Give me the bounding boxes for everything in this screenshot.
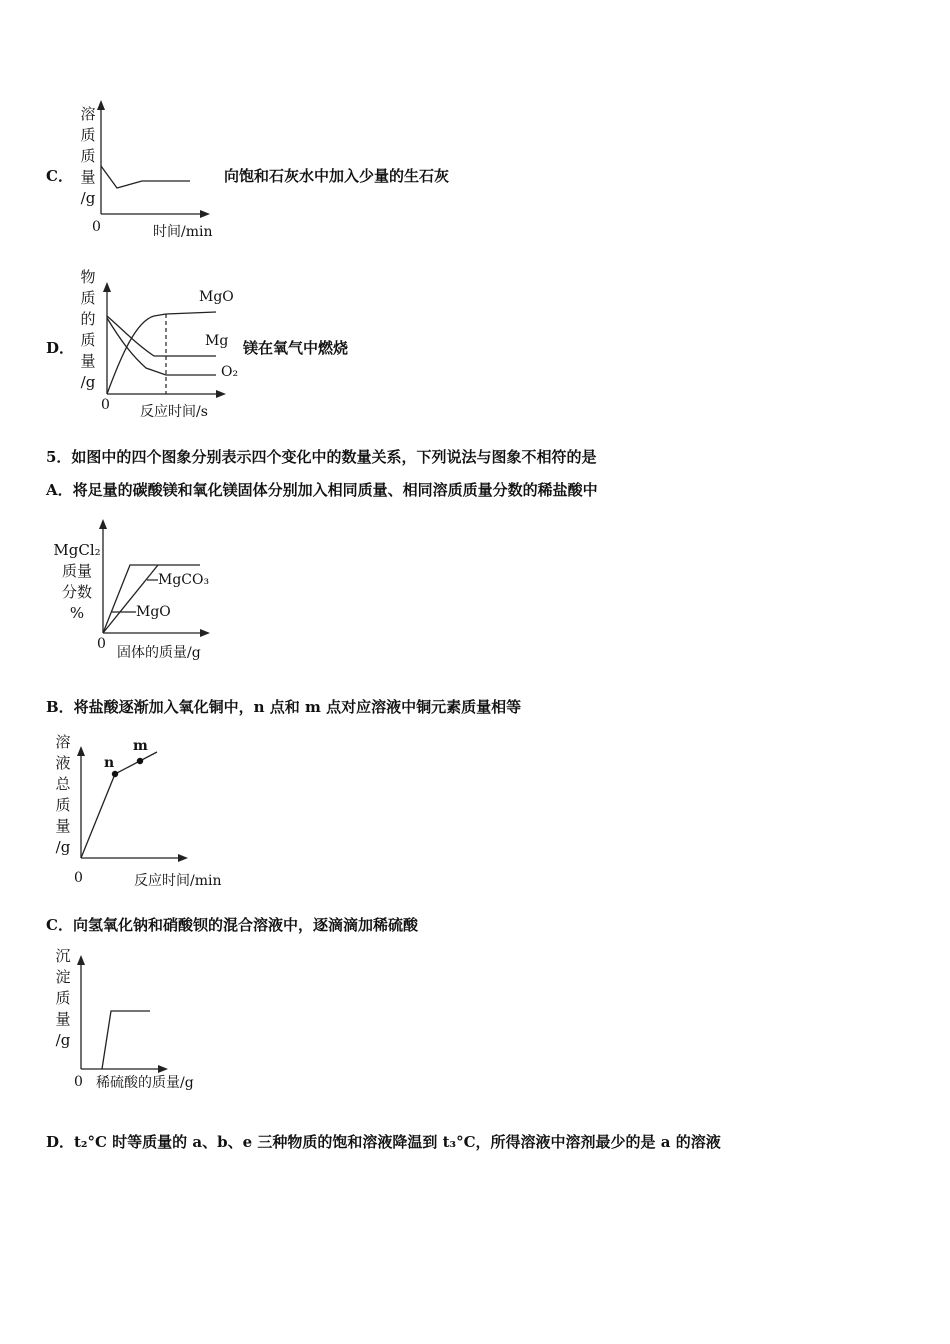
q4d-curve-mg: [107, 316, 216, 356]
q5b-label-n: n: [104, 755, 115, 771]
q5-option-b-text: B．将盐酸逐渐加入氧化铜中，n 点和 m 点对应溶液中铜元素质量相等: [46, 698, 522, 716]
q4-option-c-description: 向饱和石灰水中加入少量的生石灰: [224, 167, 450, 185]
q4c-chart: [90, 96, 220, 226]
q5b-y-arrow: [77, 746, 85, 756]
q4c-curve: [101, 166, 190, 188]
q5-stem: 5．如图中的四个图象分别表示四个变化中的数量关系，下列说法与图象不相符的是: [46, 448, 597, 466]
q4d-curve-mgo: [107, 312, 216, 394]
q4-option-c-label: C．: [46, 167, 73, 185]
q4c-x-axis-label: 时间/min: [153, 224, 213, 240]
q4d-y-arrow: [103, 282, 111, 292]
q4c-origin: 0: [92, 219, 101, 235]
q4c-y-arrow: [97, 100, 105, 110]
q5c-y-axis-label: 沉 淀 质 量 /g: [55, 947, 71, 1049]
q5c-y-arrow: [77, 955, 85, 965]
q5a-x-axis-label: 固体的质量/g: [117, 645, 201, 661]
q4-option-d-description: 镁在氧气中燃烧: [243, 339, 349, 357]
q5a-y-axis-label: MgCl₂ 质量 分数 %: [53, 541, 101, 622]
q5c-chart: [70, 951, 180, 1081]
q5c-origin: 0: [74, 1074, 83, 1090]
q5b-curve: [81, 752, 157, 858]
q5c-x-axis-label: 稀硫酸的质量/g: [96, 1075, 194, 1091]
q5b-y-axis-label: 溶 液 总 质 量 /g: [55, 733, 71, 856]
q4d-x-axis-label: 反应时间/s: [140, 404, 208, 420]
q5a-curve-mgco3: [103, 565, 158, 633]
q5b-chart: [70, 740, 200, 870]
q4d-x-arrow: [216, 390, 226, 398]
q4-option-d-label: D．: [46, 339, 75, 357]
q4d-label-mg: Mg: [205, 333, 229, 349]
q5b-label-m: m: [133, 738, 148, 754]
q4c-y-axis-label: 溶 质 质 量 /g: [80, 105, 96, 207]
q5a-label-mgo: MgO: [136, 604, 171, 620]
q5a-origin: 0: [97, 636, 106, 652]
q5b-origin: 0: [74, 870, 83, 886]
q4d-label-mgo: MgO: [199, 289, 234, 305]
q4d-origin: 0: [101, 397, 110, 413]
q5b-x-arrow: [178, 854, 188, 862]
q5b-point-n: [112, 771, 118, 777]
q5b-point-m: [137, 758, 143, 764]
q5a-label-mgco3: MgCO₃: [158, 572, 210, 588]
q5b-x-axis-label: 反应时间/min: [134, 873, 222, 889]
q5a-y-arrow: [99, 519, 107, 529]
q5a-x-arrow: [200, 629, 210, 637]
q5c-curve: [102, 1011, 150, 1069]
q5-option-c-text: C．向氢氧化钠和硝酸钡的混合溶液中，逐滴滴加稀硫酸: [46, 916, 418, 934]
q5-option-d-text: D．t₂°C 时等质量的 a、b、e 三种物质的饱和溶液降温到 t₃°C，所得溶液中溶剂最少的是 a 的溶液: [46, 1133, 721, 1151]
q4d-curve-o2: [107, 318, 216, 375]
q5-option-a-text: A．将足量的碳酸镁和氧化镁固体分别加入相同质量、相同溶质质量分数的稀盐酸中: [46, 481, 598, 499]
q4d-y-axis-label: 物 质 的 质 量 /g: [80, 268, 96, 391]
q4d-label-o2: O₂: [221, 364, 239, 380]
q4c-x-arrow: [200, 210, 210, 218]
